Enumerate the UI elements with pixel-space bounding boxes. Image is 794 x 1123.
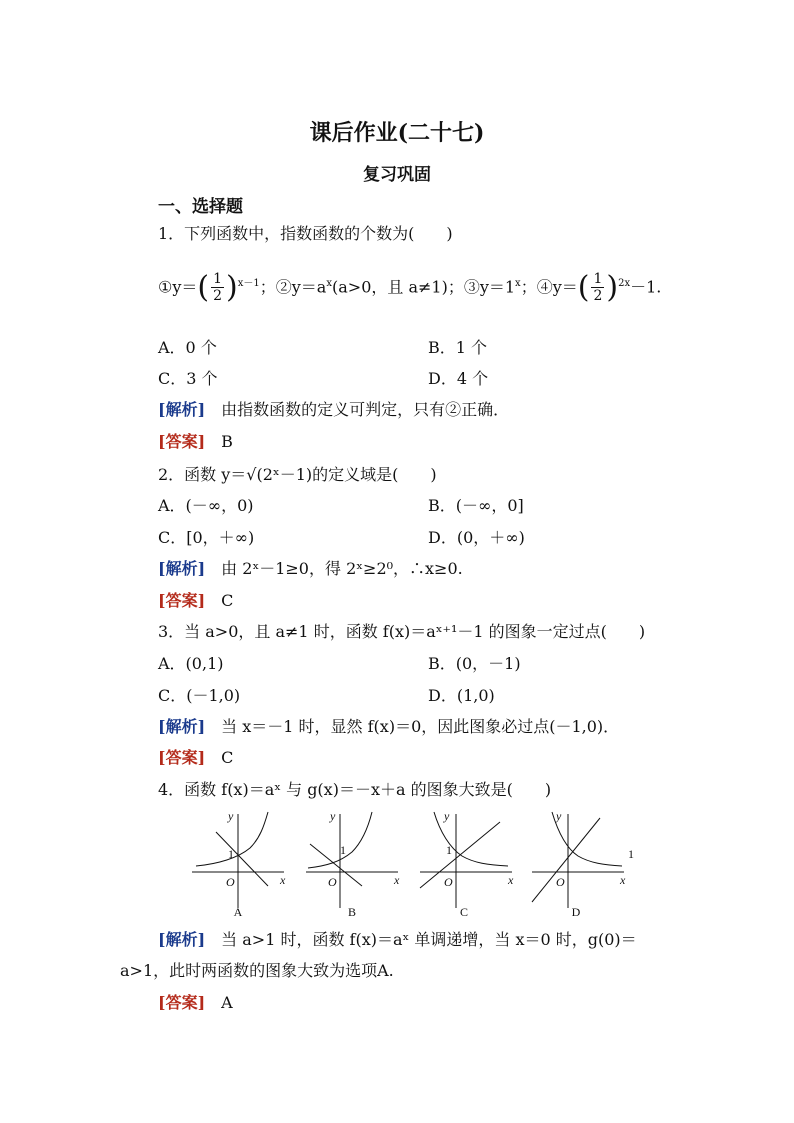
- linear-graph: [216, 832, 268, 886]
- q1-exp4: 2x: [618, 278, 631, 289]
- q1-exp3: x: [515, 278, 521, 289]
- exponential-curve: [552, 812, 622, 866]
- q2-option-a: A．(－∞，0): [158, 496, 254, 515]
- q3-option-a: A．(0,1): [158, 654, 224, 673]
- right-paren: ): [606, 269, 619, 305]
- q1-analysis: [158, 400, 509, 420]
- q1-stem: 1．下列函数中，指数函数的个数为( ): [158, 224, 453, 243]
- origin-label: O: [444, 875, 453, 889]
- q4-stem: 4．函数 f(x)＝aˣ 与 g(x)＝－x＋a 的图象大致是( ): [158, 780, 552, 799]
- axis-label-x: x: [508, 873, 514, 887]
- graph-b: [306, 812, 398, 908]
- q3-analysis: [158, 717, 619, 737]
- linear-graph: [532, 818, 600, 902]
- section-subtitle: 复习巩固: [363, 165, 431, 185]
- answer-text: C: [221, 591, 234, 610]
- answer-tag: [答案]: [158, 748, 206, 767]
- q1-fraction-2: [591, 271, 604, 304]
- answer-text: A: [221, 993, 233, 1012]
- frac-denominator: 2: [213, 288, 223, 305]
- q1-option-a: A．0 个: [158, 338, 217, 357]
- q2-option-b: B．(－∞，0]: [428, 496, 524, 515]
- q1-expr-part3: (a>0，且 a≠1)；③y＝1: [332, 277, 516, 297]
- axis-label-x: x: [620, 873, 626, 887]
- frac-denominator: 2: [593, 288, 603, 305]
- analysis-tag: [解析]: [158, 717, 206, 736]
- axis-label-y: y: [444, 809, 450, 823]
- answer-tag: [答案]: [158, 591, 206, 610]
- q1-exp2: x: [326, 278, 332, 289]
- right-paren: ): [226, 269, 238, 305]
- q1-expr-part5: －1.: [630, 277, 662, 297]
- analysis-text: 当 x＝－1 时，显然 f(x)＝0，因此图象必过点(－1,0)．: [221, 717, 620, 736]
- one-label: 1: [446, 843, 452, 857]
- analysis-text: 由 2ˣ－1≥0，得 2ˣ≥2⁰，∴x≥0.: [221, 559, 463, 578]
- q3-option-b: B．(0，－1): [428, 654, 521, 673]
- axis-label-x: x: [280, 873, 286, 887]
- axis-label-x: x: [394, 873, 400, 887]
- graph-label-b: B: [347, 905, 357, 919]
- one-label: 1: [228, 847, 234, 861]
- graph-label-c: C: [459, 905, 469, 919]
- q1-exp1: x－1: [237, 278, 260, 289]
- frac-numerator: 1: [213, 271, 223, 288]
- graph-label-a: A: [233, 905, 243, 919]
- left-paren: (: [197, 269, 210, 305]
- graph-c: [420, 812, 512, 908]
- frac-numerator: 1: [593, 271, 603, 288]
- q1-expression: [158, 254, 661, 314]
- axis-label-y: y: [228, 809, 234, 823]
- q3-stem: 3．当 a>0，且 a≠1 时，函数 f(x)＝aˣ⁺¹－1 的图象一定过点( ): [158, 622, 646, 641]
- q3-option-d: D．(1,0): [428, 686, 495, 705]
- q1-option-b: B．1 个: [428, 338, 488, 357]
- q1-expr-part2: ；②y＝a: [259, 277, 327, 297]
- origin-label: O: [328, 875, 337, 889]
- q4-analysis-cont: a>1，此时两函数的图象大致为选项A.: [120, 961, 394, 980]
- analysis-tag: [解析]: [158, 559, 206, 578]
- answer-text: B: [221, 432, 233, 451]
- origin-label: O: [556, 875, 565, 889]
- origin-label: O: [226, 875, 235, 889]
- q4-analysis: [158, 930, 637, 950]
- left-paren: (: [577, 269, 590, 305]
- answer-tag: [答案]: [158, 432, 206, 451]
- axis-label-y: y: [556, 809, 562, 823]
- q2-option-d: D．(0，＋∞): [428, 528, 525, 547]
- one-label: 1: [340, 843, 346, 857]
- graph-label-d: D: [571, 905, 581, 919]
- linear-graph: [420, 822, 500, 888]
- q1-answer: [158, 432, 233, 452]
- q3-answer: [158, 748, 233, 768]
- q4-answer: [158, 993, 233, 1013]
- q2-stem: 2．函数 y＝√(2ˣ－1)的定义域是( ): [158, 465, 437, 484]
- page-title: 课后作业(二十七): [309, 120, 485, 146]
- graph-a: [192, 812, 284, 908]
- section-heading: 一、选择题: [158, 197, 243, 217]
- q1-expr-part4: ；④y＝: [520, 277, 578, 297]
- q1-fraction-1: [211, 271, 224, 304]
- q1-expr-part1: ①y＝: [158, 277, 198, 297]
- q1-option-d: D．4 个: [428, 369, 489, 388]
- q4-graphs: [188, 808, 638, 920]
- q1-option-c: C．3 个: [158, 369, 218, 388]
- q2-analysis: [158, 559, 463, 579]
- one-label: 1: [628, 847, 634, 861]
- q2-option-c: C．[0，＋∞): [158, 528, 255, 547]
- q3-option-c: C．(－1,0): [158, 686, 241, 705]
- graph-d: [532, 812, 624, 908]
- axis-label-y: y: [330, 809, 336, 823]
- analysis-text: 由指数函数的定义可判定，只有②正确．: [221, 400, 510, 419]
- answer-text: C: [221, 748, 234, 767]
- analysis-tag: [解析]: [158, 400, 206, 419]
- analysis-text-line1: 当 a>1 时，函数 f(x)＝aˣ 单调递增，当 x＝0 时，g(0)＝: [221, 930, 637, 949]
- q2-answer: [158, 591, 233, 611]
- answer-tag: [答案]: [158, 993, 206, 1012]
- analysis-tag: [解析]: [158, 930, 206, 949]
